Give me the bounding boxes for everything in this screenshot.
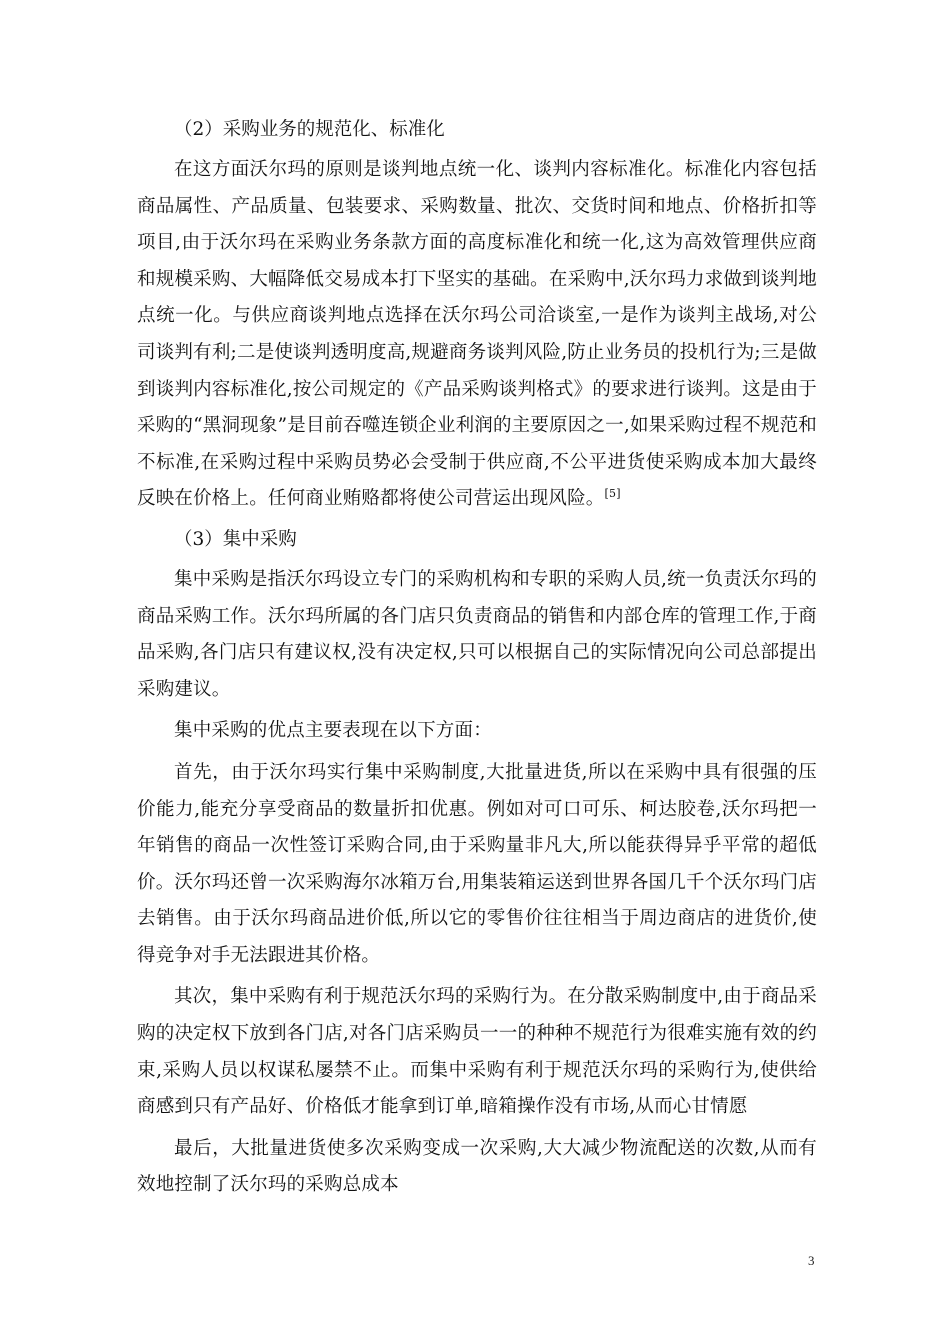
section-3-paragraph-first: 首先，由于沃尔玛实行集中采购制度,大批量进货,所以在采购中具有很强的压价能力,能充分享受商品的数量折扣优惠。例如对可口可乐、柯达胶卷,沃尔玛把一年销售的商品一次性签订采购合同,由于采购量非凡大,所以能获得异乎平常的超低价。沃尔玛还曾一次采购海尔冰箱万台,用集装箱运送到世界各国几千个沃尔玛门店去销售。由于沃尔玛商品进价低,所以它的零售价往往相当于周边商店的进货价,使得竞争对手无法跟进其价格。 [137, 761, 817, 966]
section-2-paragraph [137, 152, 817, 518]
section-3-paragraph-last: 最后，大批量进货使多次采购变成一次采购,大大减少物流配送的次数,从而有效地控制了沃尔玛的采购总成本 [137, 1137, 817, 1196]
section-3-paragraph-second: 其次，集中采购有利于规范沃尔玛的采购行为。在分散采购制度中,由于商品采购的决定权下放到各门店,对各门店采购员一一的种种不规范行为很难实施有效的约束,采购人员以权谋私屡禁不止。而集中采购有利于规范沃尔玛的采购行为,使供给商感到只有产品好、价格低才能拿到订单,暗箱操作没有市场,从而心甘情愿 [137, 986, 817, 1118]
document-body [137, 112, 817, 1204]
page-number: 3 [808, 1253, 815, 1268]
section-3-paragraph-advantages-intro: 集中采购的优点主要表现在以下方面： [174, 720, 492, 742]
section-3-heading: （3）集中采购 [174, 528, 297, 550]
section-2-heading: （2）采购业务的规范化、标准化 [174, 119, 445, 140]
section-2-paragraph-text: 在这方面沃尔玛的原则是谈判地点统一化、谈判内容标准化。标准化内容包括商品属性、产品质量、包装要求、采购数量、批次、交货时间和地点、价格折扣等项目,由于沃尔玛在采购业务条款方面的高度标准化和统一化,这为高效管理供应商和规模采购、大幅降低交易成本打下坚实的基础。在采购中,沃尔玛力求做到谈判地点统一化。与供应商谈判地点选择在沃尔玛公司洽谈室,一是作为谈判主战场,对公司谈判有利;二是使谈判透明度高,规避商务谈判风险,防止业务员的投机行为;三是做到谈判内容标准化,按公司规定的《产品采购谈判格式》的要求进行谈判。这是由于采购的“黑洞现象”是目前吞噬连锁企业利润的主要原因之一,如果采购过程不规范和不标准,在采购过程中采购员势必会受制于供应商,不公平进货使采购成本加大最终反映在价格上。任何商业贿赂都将使公司营运出现风险。 [137, 159, 817, 510]
citation-marker: [5] [604, 487, 621, 501]
section-3-paragraph-definition: 集中采购是指沃尔玛设立专门的采购机构和专职的采购人员,统一负责沃尔玛的商品采购工作。沃尔玛所属的各门店只负责商品的销售和内部仓库的管理工作,于商品采购,各门店只有建议权,没有决定权,只可以根据自己的实际情况向公司总部提出采购建议。 [137, 568, 817, 700]
